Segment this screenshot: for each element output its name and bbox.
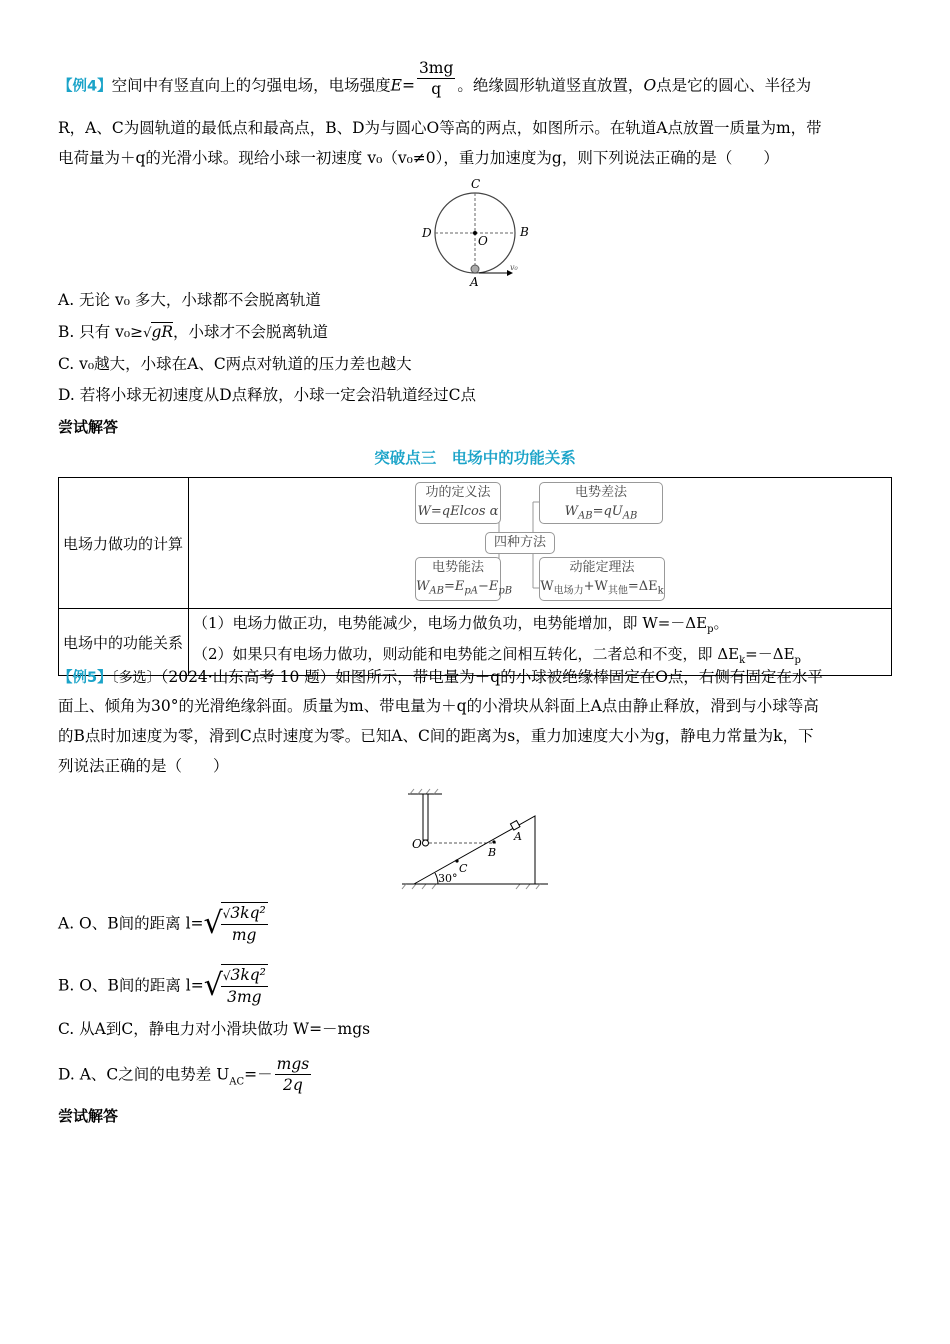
label-D: D [422,226,432,240]
ex5-option-c: C. 从A到C，静电力对小滑块做功 W=－mgs [58,1020,371,1038]
center-point [473,231,477,235]
method-potential-diff-box: 电势差法 $W_{AB}=qU_{AB}$ [539,482,663,524]
ex5-option-b: B. O、B间的距离 l=√ $\frac{\text{√3kq²}}{3mg}$ [58,966,266,1006]
knowledge-table [58,477,892,676]
ex4-line1: 【例4】空间中有竖直向上的匀强电场，电场强度E= $\frac{3mg}{q}$ 。绝缘圆形轨道竖直放置，O点是它的圆心、半径为 [58,59,812,98]
ex4-option-d: D. 若将小球无初速度从D点释放，小球一定会沿轨道经过C点 [58,386,477,404]
ex4-answer-label: 尝试解答 [58,418,119,436]
ex5-line2: 面上、倾角为30°的光滑绝缘斜面。质量为m、带电量为＋q的小滑块从斜面上A点由静止释放，滑到与小球等高 [58,697,819,715]
label-O: O [478,234,488,248]
ex5-tag: 【例5】 [58,670,112,686]
label-B: B [488,846,497,859]
ex5-option-d: D. A、C之间的电势差 $U_{AC}=-$ $\frac{\text{mgs}}{2q}$ [58,1055,310,1094]
ex5-option-a: A. O、B间的距离 l=√ $\frac{\text{√3kq²}}{mg}$ [58,904,266,944]
ex5-answer-label: 尝试解答 [58,1107,119,1125]
methods-diagram-cell [189,478,892,609]
label-v0: v₀ [510,263,518,272]
multi-select-tag: 〔多选〕 [111,670,161,686]
ex4-line2: R，A、C为圆轨道的最低点和最高点，B、D为与圆心O等高的两点，如图所示。在轨道A点放置一质量为m，带 [58,119,822,137]
ex4-line3: 电荷量为＋q的光滑小球。现给小球一初速度 v₀（v₀≠0），重力加速度为g，则下列说法正确的是（ ） [58,149,779,167]
circular-track-figure [412,172,542,290]
label-angle: 30° [438,872,458,885]
ex5-line3: 的B点时加速度为零，滑到C点时速度为零。已知A、C间的距离为s，重力加速度大小为g，静电力常量为k，下 [58,727,814,745]
method-definition-box: 功的定义法 W=qElcos α [415,482,501,524]
ex4-tag: 【例4】 [58,78,112,95]
label-B: B [520,225,529,239]
label-A: A [470,275,479,289]
ex5-line1: 【例5】〔多选〕（2024·山东高考 10 题）如图所示，带电量为＋q的小球被绝缘棒固定在O点，右侧有固定在水平 [58,668,823,686]
point-B [492,840,495,843]
field-fraction: $\frac{3mg}{q}$ [418,59,454,98]
four-methods-center-box: 四种方法 [485,532,555,554]
ball [471,265,479,273]
ex4-option-a: A. 无论 v₀ 多大，小球都不会脱离轨道 [58,291,321,309]
ex5-line4: 列说法正确的是（ ） [58,757,229,775]
method-potential-energy-box: 电势能法 $W_{AB}=E_{pA}-E_{pB}$ [415,557,501,601]
ball-O [423,840,429,846]
insulating-rod [423,794,428,840]
label-C: C [471,177,481,191]
row2-label: 电场中的功能关系 [59,609,189,676]
row1-label: 电场力做功的计算 [59,478,189,609]
ex4-option-c: C. v₀越大，小球在A、C两点对轨道的压力差也越大 [58,355,412,373]
label-O: O [412,837,422,851]
ex4-option-b: B. 只有 v₀≥√gR，小球才不会脱离轨道 [58,323,329,341]
label-A: A [514,830,522,843]
label-C: C [459,862,468,875]
section-title: 突破点三 电场中的功能关系 [374,449,576,467]
method-kinetic-theorem-box: 动能定理法 $W_{电场力}+W_{其他}=\Delta E_k$ [539,557,665,601]
incline-figure [400,786,555,890]
energy-relations-cell: （1）电场力做正功，电势能减少，电场力做负功，电势能增加，即 $W=-\Delta E_p$。 （2）如果只有电场力做功，则动能和电势能之间相互转化，二者总和不变，即 $\Delta E_k=-\Delta E_p$ [189,609,892,676]
